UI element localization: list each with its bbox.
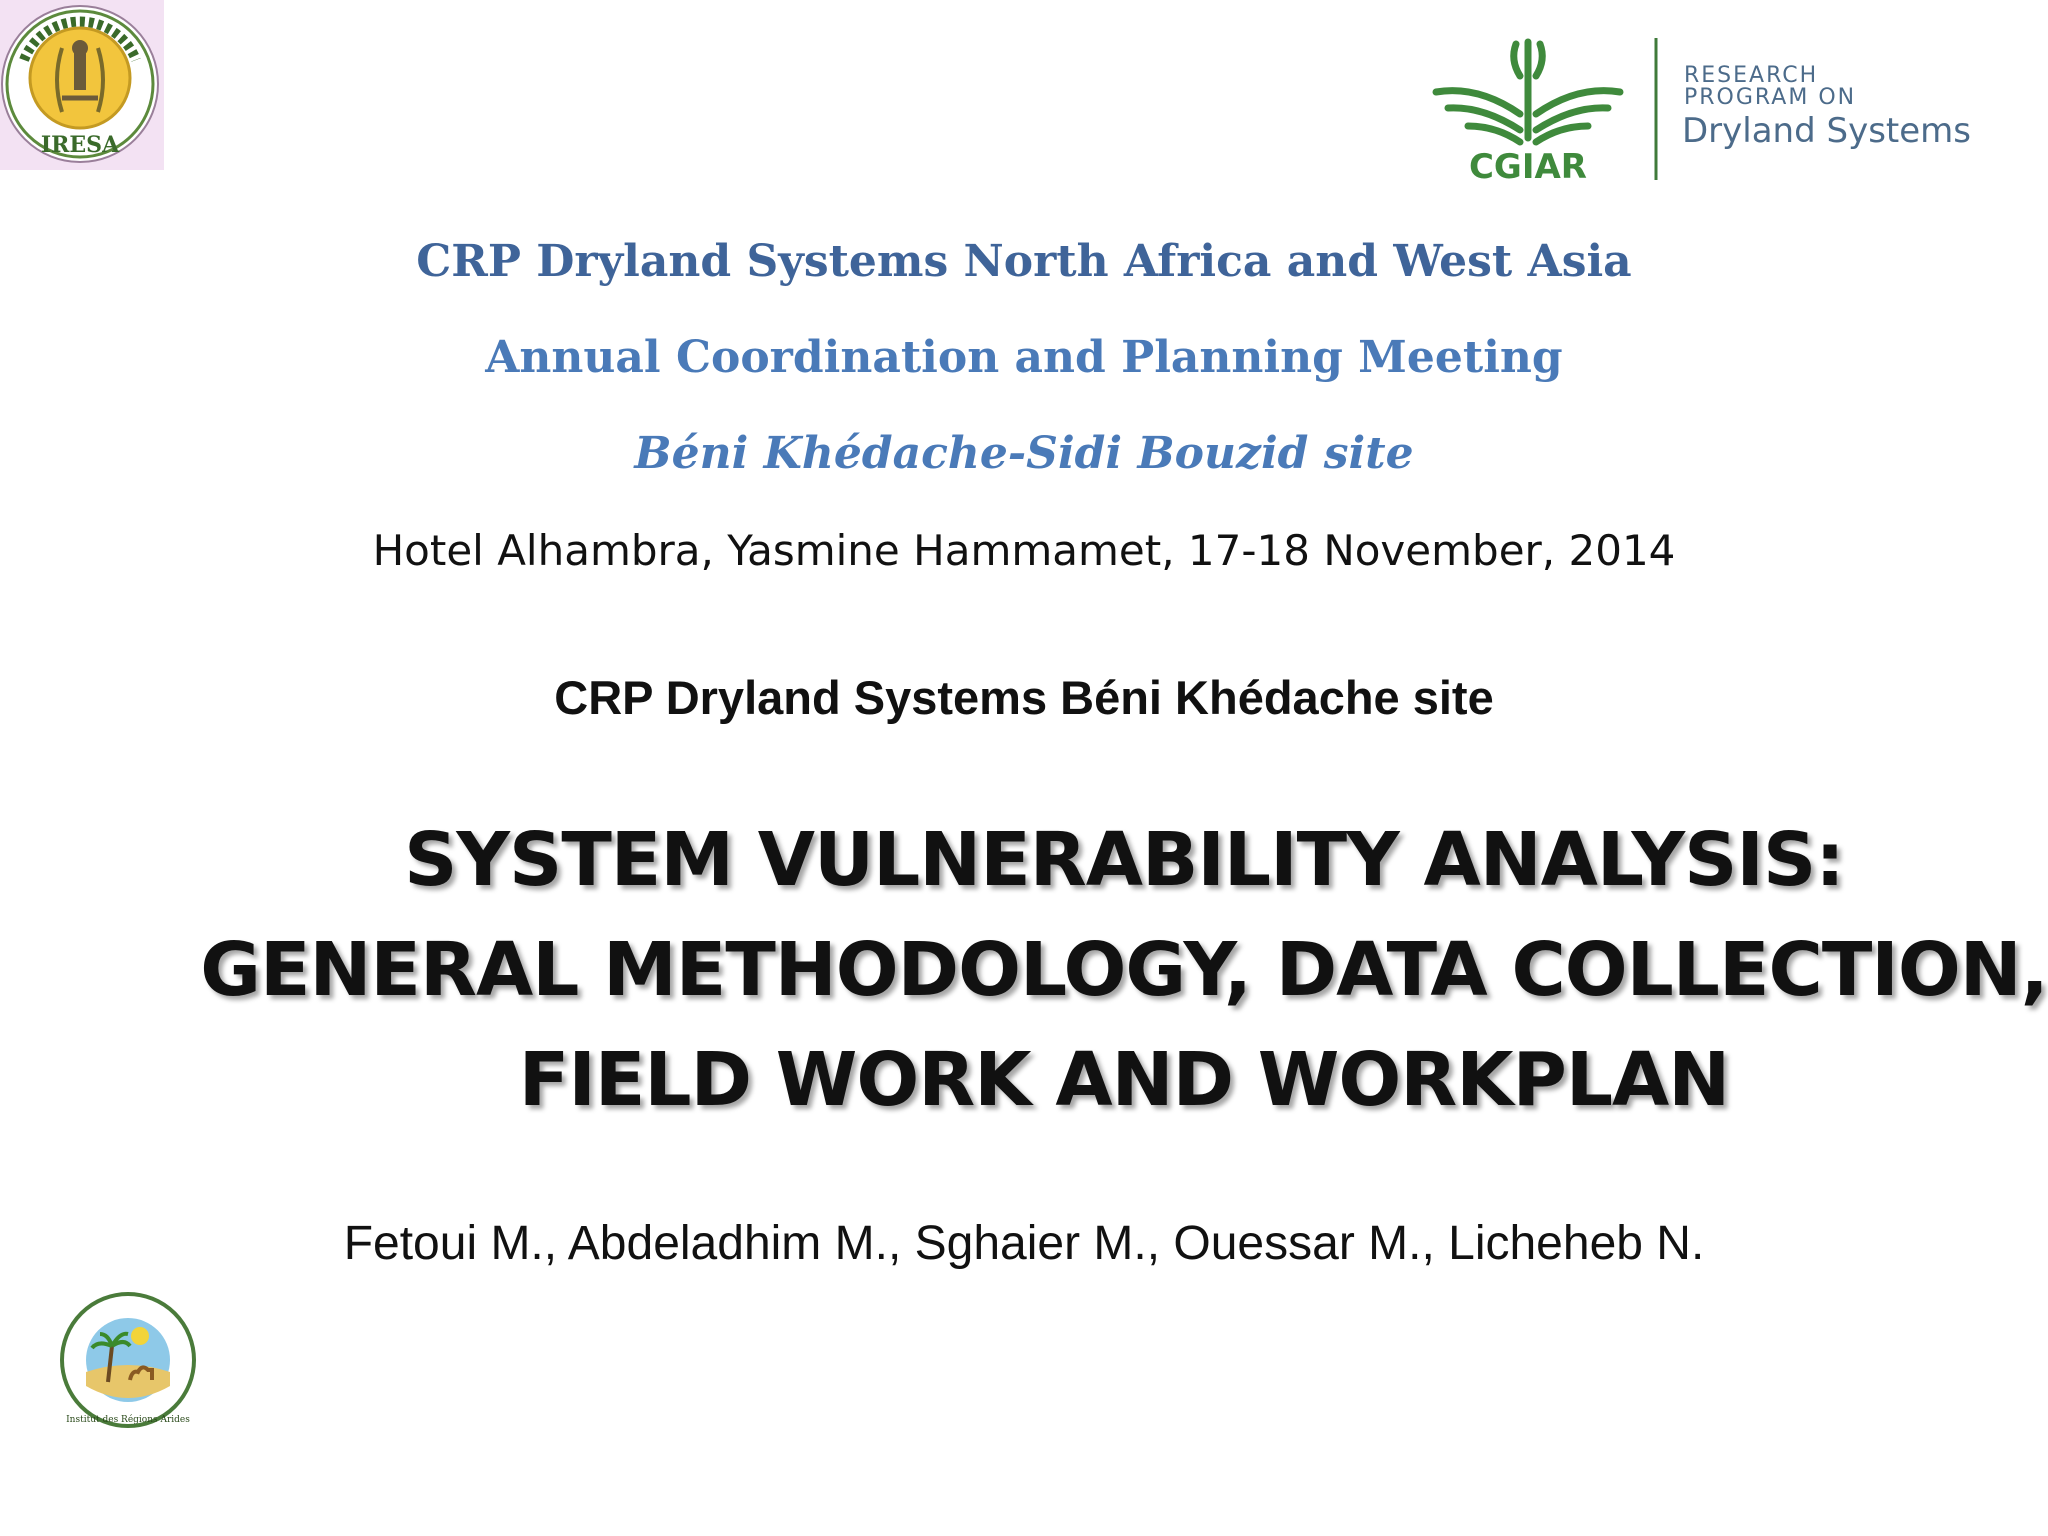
title-line-1: SYSTEM VULNERABILITY ANALYSIS:: [404, 817, 1844, 903]
meeting-title: Annual Coordination and Planning Meeting: [485, 332, 1563, 383]
presentation-title: [200, 805, 2048, 1135]
ira-logo-text: Institut des Régions Arides: [66, 1415, 190, 1425]
venue-date: Hotel Alhambra, Yasmine Hammamet, 17-18 November, 2014: [372, 526, 1676, 575]
cgiar-brand-text: CGIAR: [1468, 147, 1588, 187]
cgiar-line2-text: PROGRAM ON: [1684, 85, 1857, 110]
cgiar-plant-icon: [1436, 42, 1620, 142]
title-line-3: FIELD WORK AND WORKPLAN: [518, 1037, 1730, 1123]
conference-title: CRP Dryland Systems North Africa and West Asia: [416, 236, 1632, 287]
iresa-emblem-icon: [0, 0, 164, 170]
site-subtitle: CRP Dryland Systems Béni Khédache site: [554, 671, 1494, 724]
ira-emblem-icon: [58, 1290, 198, 1430]
site-title: Béni Khédache-Sidi Bouzid site: [634, 428, 1414, 479]
iresa-logo: [0, 0, 164, 170]
cgiar-line3-text: Dryland Systems: [1682, 111, 1971, 151]
cgiar-line1-text: RESEARCH: [1684, 63, 1819, 88]
title-line-2: GENERAL METHODOLOGY, DATA COLLECTION,: [200, 927, 2048, 1013]
authors: Fetoui M., Abdeladhim M., Sghaier M., Ouessar M., Licheheb N.: [343, 1217, 1705, 1270]
cgiar-dryland-logo: [1428, 30, 2038, 190]
iresa-logo-text: IRESA: [40, 132, 120, 158]
ira-logo: [58, 1290, 198, 1430]
